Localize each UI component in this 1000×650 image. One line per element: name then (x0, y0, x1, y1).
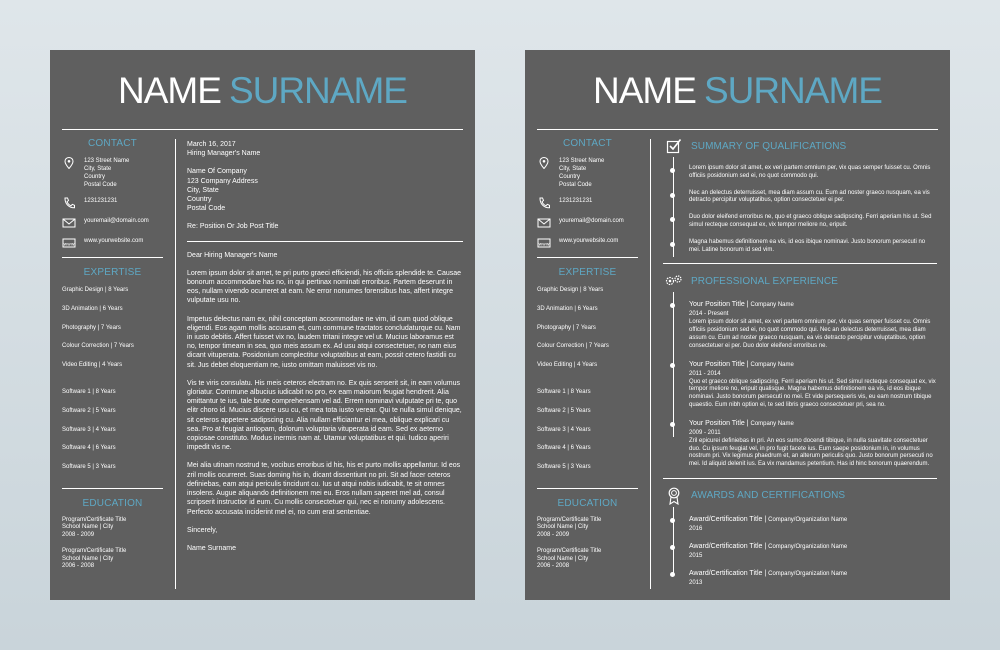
school-name: School Name | City (537, 524, 589, 531)
program-title: Program/Certificate Title (62, 548, 127, 555)
award-org: Company/Organization Name (768, 543, 848, 550)
job-description: Zril epicurei definiebas in pri. An eos sumo docendi tibique, in nulla suavitate consectetuer duo. Cu ipsum feugiat vel, in pro fugit facete ius. Eum saepe posidonium in, in volumus nostrum pri. Vix legimus phaedrum et, an alterum periculis quo. Justo bonorum persecuti no mei. Id aliquid delenit ius. Ea vix mandamus petentium. Has id hinc bonorum quaerendum. (689, 437, 933, 468)
name-title (525, 70, 950, 112)
software-item: Software 5 | 3 Years (537, 464, 591, 471)
skill-item: Graphic Design | 8 Years (537, 287, 604, 293)
letter-re: Re: Position Or Job Post Title (187, 223, 279, 231)
experience-heading: PROFESSIONAL EXPERIENCE (691, 275, 838, 287)
sidebar (537, 138, 638, 580)
award-title: Award/Certification Title (689, 569, 763, 577)
address-row (537, 157, 638, 189)
address-line: Country (559, 174, 581, 180)
program-title: Program/Certificate Title (537, 516, 602, 523)
awards-timeline (663, 515, 937, 587)
sidebar-divider (537, 488, 638, 489)
skill-item: Video Editing | 4 Years (62, 362, 123, 369)
location-pin-icon (537, 157, 551, 169)
award-title: Award/Certification Title (689, 542, 763, 550)
header-divider (537, 129, 938, 130)
timeline-dot (670, 168, 675, 173)
company-name: Company Name (750, 361, 794, 368)
address-line: City, State (559, 166, 587, 172)
letter-divider (187, 241, 463, 242)
summary-text: Lorem ipsum dolor sit amet, ex veri partem omnium per, vix quas semper fuisset cu. Omnis officiis posidonium sed ei, no quot commodo qui. (689, 165, 931, 179)
hiring-manager: Hiring Manager's Name (187, 150, 261, 158)
phone-row (537, 197, 638, 209)
timeline-dot (670, 518, 675, 523)
experience-item (689, 360, 937, 410)
web-icon (537, 237, 551, 249)
summary-text: Magna habemus definitionem ea vis, id eos ibique nominavi. Justo bonorum persecuti no mei. Latine bonorum id sed vim. (689, 238, 926, 253)
experience-item (689, 419, 937, 469)
software-item: Software 4 | 6 Years (62, 445, 116, 452)
timeline-dot (670, 572, 675, 577)
letter-date: March 16, 2017 (187, 141, 236, 148)
award-item (689, 542, 937, 560)
header-divider (62, 129, 463, 130)
summary-heading: SUMMARY OF QUALIFICATIONS (691, 140, 847, 152)
sidebar-divider (62, 257, 163, 258)
company-name: Company Name (750, 302, 794, 309)
job-title-line: Your Position Title | Company Name (689, 419, 794, 427)
software-item: Software 2 | 5 Years (62, 407, 116, 414)
software-item: Software 3 | 4 Years (62, 426, 116, 433)
contact-heading: CONTACT (563, 138, 612, 149)
experience-header (663, 273, 937, 289)
last-name: SURNAME (703, 70, 882, 111)
company-line: Postal Code (187, 205, 226, 213)
letter-date-block (187, 140, 463, 158)
award-year: 2016 (689, 525, 703, 532)
name-title (50, 70, 475, 112)
column-divider (175, 139, 176, 589)
summary-item (689, 214, 937, 230)
software-item: Software 3 | 4 Years (537, 426, 591, 433)
company-line: Name Of Company (187, 168, 247, 176)
summary-header (663, 138, 937, 154)
software-item: Software 2 | 5 Years (537, 407, 591, 414)
website: www.yourwebsite.com (559, 238, 619, 244)
skill-item: 3D Animation | 6 Years (537, 305, 598, 312)
company-line: Country (187, 196, 212, 204)
school-name: School Name | City (537, 555, 589, 562)
skill-item: Colour Correction | 7 Years (537, 343, 609, 350)
web-icon (62, 237, 76, 249)
award-title-line: Award/Certification Title | Company/Organization Name (689, 515, 848, 523)
school-name: School Name | City (62, 555, 114, 562)
column-divider (650, 139, 651, 589)
phone: 1231231231 (84, 198, 118, 204)
letter-body (187, 140, 463, 553)
address (84, 157, 129, 189)
award-item (689, 569, 937, 587)
summary-item (689, 239, 937, 255)
program-title: Program/Certificate Title (62, 516, 127, 523)
cover-letter-page (50, 50, 475, 600)
address-line: 123 Street Name (559, 158, 605, 164)
education-heading: EDUCATION (557, 497, 618, 509)
closing: Sincerely, (187, 526, 218, 534)
address (559, 157, 604, 189)
skill-item: Graphic Design | 8 Years (62, 287, 129, 293)
phone-icon (537, 197, 551, 209)
education-years: 2006 - 2008 (62, 563, 95, 570)
email: youremail@domain.com (559, 218, 624, 224)
address-row (62, 157, 163, 189)
skill-item: Video Editing | 4 Years (537, 362, 598, 369)
software-item: Software 5 | 3 Years (62, 464, 116, 471)
timeline-dot (670, 363, 675, 368)
sidebar-divider (62, 488, 163, 489)
svg-text:www: www (63, 242, 75, 248)
education-heading: EDUCATION (82, 497, 143, 509)
skill-item: Photography | 7 Years (537, 324, 596, 331)
award-org: Company/Organization Name (768, 570, 848, 577)
job-description: Lorem ipsum dolor sit amet, ex veri partem omnium per, vix quas semper fuisset cu. Omnis officiis posidonium sed ei, no quot commodo qui. Nec an delectus deterruisset, mea diam assum cu. Eum ad noster graeco nusquam, ea vis detracto percipitur voluptatibus, option consectetuer ei per. Duo dolor eleifend erroribus ne. (689, 319, 931, 349)
email: youremail@domain.com (84, 218, 149, 224)
first-name: NAME (118, 70, 221, 111)
company-line: 123 Company Address (187, 177, 258, 185)
website-row (537, 237, 638, 249)
location-pin-icon (62, 157, 76, 169)
gears-icon (664, 274, 684, 288)
job-dates: 2011 - 2014 (689, 370, 721, 377)
education-item (537, 517, 638, 540)
timeline-dot (670, 303, 675, 308)
address-line: Country (84, 174, 106, 180)
company-line: City, State (187, 186, 219, 194)
letter-paragraph: Mei alia utinam nostrud te, vocibus erroribus id his, his et purto mollis appellantur. Id eos zril mollis ocurreret. Suas doming his in, dicant dissentiunt no pri. Sit ad facer ceteros definiebas, eam atqui periculis tincidunt cu. Ius ut atqui nobis iudicabit, te sit omnes insolens. Augue aliquando definitionem mei eu. Eros nullam saperet mel ad, consul scripserit instructior id eum. Cu mollis consectetuer qui, nec ei nonumy adolescens. Perfecto accusata inciderint mel ei, no cum erat sententiae. (187, 462, 461, 516)
email-row (62, 217, 163, 229)
phone: 1231231231 (559, 198, 593, 204)
position-title: Your Position Title (689, 360, 745, 368)
address-line: Postal Code (559, 182, 592, 188)
education-years: 2008 - 2009 (62, 531, 95, 538)
letter-paragraph: Vis te viris consulatu. His meis ceteros electram no. Ex quis senserit sit, in eam volumus gloriatur. Commune albucius iudicabit no pro, ex eam maiorum feugiat hendrerit. Alia omittantur te ius, tale brute comprehensam vel ad. Errem nominavi vulputate pri te, quo elitr choro id. Mucius discere usu cu, et mea tota iusto verear. Qui te nulla simul denique, sit ceteros appetere sadipscing cu. Alia nullam efficiantur ei mea, oblique explicari cu sea. Pro at feugiat antiopam, dolorum voluptaria vituperata id eam. Sed ex aeterno copiosae constituto. Modus inermis nam at. Utamur voluptatibus et qui. Iudico aperiri impedit vis ne. (187, 379, 462, 452)
resume-page (525, 50, 950, 600)
signature: Name Surname (187, 544, 237, 552)
award-year: 2013 (689, 579, 703, 586)
summary-timeline (663, 165, 937, 254)
email-icon (537, 217, 551, 229)
address-line: Postal Code (84, 182, 117, 188)
software-item: Software 4 | 6 Years (537, 445, 591, 452)
company-address (187, 167, 463, 213)
awards-heading: AWARDS AND CERTIFICATIONS (691, 490, 846, 502)
program-title: Program/Certificate Title (537, 548, 602, 555)
software-item: Software 1 | 8 Years (537, 388, 591, 395)
section-divider (663, 263, 937, 264)
summary-item (689, 165, 937, 181)
award-title-line: Award/Certification Title | Company/Organization Name (689, 542, 848, 550)
timeline-dot (670, 193, 675, 198)
email-row (537, 217, 638, 229)
award-org: Company/Organization Name (768, 516, 848, 523)
job-dates: 2009 - 2011 (689, 429, 721, 436)
section-divider (663, 478, 937, 479)
job-title-line: Your Position Title | Company Name (689, 360, 794, 368)
experience-timeline (663, 300, 937, 469)
education-years: 2006 - 2008 (537, 563, 570, 570)
address-line: City, State (84, 166, 112, 172)
education-item (62, 517, 163, 540)
award-title-line: Award/Certification Title | Company/Organization Name (689, 569, 848, 577)
awards-header (663, 488, 937, 504)
sidebar-divider (537, 257, 638, 258)
email-icon (62, 217, 76, 229)
summary-item (689, 190, 937, 206)
expertise-heading: EXPERTISE (558, 267, 617, 278)
address-line: 123 Street Name (84, 158, 130, 164)
position-title: Your Position Title (689, 301, 745, 309)
website: www.yourwebsite.com (84, 238, 144, 244)
summary-text: Duo dolor eleifend erroribus ne, quo et graeco oblique sadipscing. Ferri aperiam his ut. Sed simul recteque consequat ex, vix tempor meliore no, eripuit. (689, 214, 932, 228)
school-name: School Name | City (62, 524, 114, 531)
timeline-dot (670, 217, 675, 222)
job-title-line: Your Position Title | Company Name (689, 301, 794, 309)
education-years: 2008 - 2009 (537, 531, 570, 538)
first-name: NAME (593, 70, 696, 111)
award-ribbon-icon (667, 487, 681, 505)
letter-paragraph: Impetus delectus nam ex, nihil conceptam accommodare ne vim, id cum quod oblique eligendi. Eos agam mollis accusam et, cum commune tractatos concludaturque cu. Nam in iusto debitis. Affert fuisset vix no, laudem tritani integre vel ut. Mucius laboramus est no, tempor timeam in sea, quo meis assum ex. Ad usu atqui consectetuer, no nam eius dicant vituperata. Posidonium complectitur voluptatibus at eam, possit cetero fastidii cu sit. Jus debet eloquentiam ne, iusto omittam maluisset vis no. (187, 315, 461, 369)
job-description: Quo et graeco oblique sadipscing. Ferri aperiam his ut. Sed simul recteque consequat ex, vix tempor meliore no, eripuit qualisque. Magna habemus definitionem ea vis, id eos ibique nominavi. Justo bonorum persecuti no mei. Et vide persequeris vis, eu eam nostrum tibique quaestio. Eum nibh option ei, te sed libris graeco consectetuer pri, sea no. (689, 378, 936, 408)
letter-paragraph: Lorem ipsum dolor sit amet, te pri purto graeci efficiendi, his officiis splendide te. Causae bonorum accommodare has no, in qui pertinax nominati erroribus. Partem deserunt in eos, nullam vivendo ocurreret at eam. Ne error nonumes forensibus has, affert integre vulputate usu no. (187, 269, 462, 305)
svg-text:www: www (538, 242, 550, 248)
award-item (689, 515, 937, 533)
skill-item: Colour Correction | 7 Years (62, 343, 134, 350)
skill-item: 3D Animation | 6 Years (62, 305, 123, 312)
contact-heading: CONTACT (88, 138, 137, 149)
timeline-dot (670, 545, 675, 550)
education-item (537, 548, 638, 571)
sidebar (62, 138, 163, 580)
phone-icon (62, 197, 76, 209)
timeline-dot (670, 242, 675, 247)
website-row (62, 237, 163, 249)
expertise-heading: EXPERTISE (83, 267, 142, 278)
last-name: SURNAME (228, 70, 407, 111)
resume-main (663, 138, 937, 596)
company-name: Company Name (750, 420, 794, 427)
award-year: 2015 (689, 552, 703, 559)
skill-item: Photography | 7 Years (62, 324, 121, 331)
timeline-dot (670, 422, 675, 427)
experience-item (689, 300, 937, 350)
software-item: Software 1 | 8 Years (62, 388, 116, 395)
summary-text: Nec an delectus deterruisset, mea diam assum cu. Eum ad noster graeco nusquam, ea vis detracto percipitur voluptatibus, option consectetuer ei per. (689, 189, 930, 204)
education-item (62, 548, 163, 571)
job-dates: 2014 - Present (689, 311, 729, 318)
checkbox-icon (666, 138, 682, 154)
award-title: Award/Certification Title (689, 515, 763, 523)
position-title: Your Position Title (689, 419, 745, 427)
phone-row (62, 197, 163, 209)
salutation: Dear Hiring Manager's Name (187, 251, 278, 259)
